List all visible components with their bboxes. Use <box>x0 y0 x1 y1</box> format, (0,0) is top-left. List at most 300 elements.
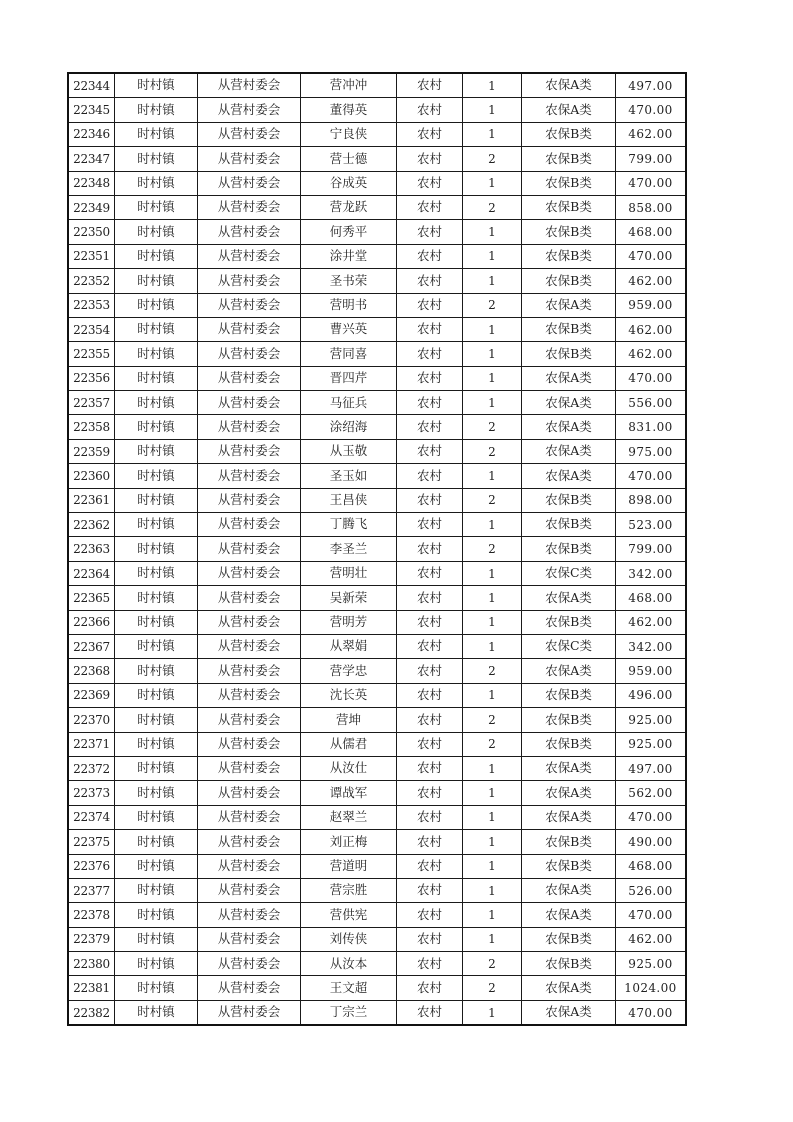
name-cell: 营供宪 <box>301 903 397 927</box>
insurance-category-cell: 农保B类 <box>522 122 616 146</box>
record-id-cell: 22368 <box>68 659 115 683</box>
table-row <box>68 269 686 293</box>
name-cell: 丁宗兰 <box>301 1000 397 1025</box>
name-cell: 从玉敬 <box>301 439 397 463</box>
town-cell: 时村镇 <box>115 195 198 219</box>
household-type-cell: 农村 <box>397 317 463 341</box>
household-type-cell: 农村 <box>397 756 463 780</box>
member-count-cell: 1 <box>463 756 522 780</box>
town-cell: 时村镇 <box>115 73 198 98</box>
village-committee-cell: 从营村委会 <box>198 781 301 805</box>
town-cell: 时村镇 <box>115 342 198 366</box>
amount-cell: 462.00 <box>616 342 687 366</box>
village-committee-cell: 从营村委会 <box>198 293 301 317</box>
town-cell: 时村镇 <box>115 464 198 488</box>
amount-cell: 959.00 <box>616 659 687 683</box>
amount-cell: 898.00 <box>616 488 687 512</box>
amount-cell: 490.00 <box>616 830 687 854</box>
town-cell: 时村镇 <box>115 903 198 927</box>
record-id-cell: 22381 <box>68 976 115 1000</box>
insurance-category-cell: 农保B类 <box>522 708 616 732</box>
table-row <box>68 317 686 341</box>
household-type-cell: 农村 <box>397 805 463 829</box>
amount-cell: 468.00 <box>616 586 687 610</box>
village-committee-cell: 从营村委会 <box>198 976 301 1000</box>
member-count-cell: 1 <box>463 464 522 488</box>
insurance-category-cell: 农保A类 <box>522 391 616 415</box>
name-cell: 曹兴英 <box>301 317 397 341</box>
name-cell: 营明书 <box>301 293 397 317</box>
amount-cell: 497.00 <box>616 756 687 780</box>
village-committee-cell: 从营村委会 <box>198 537 301 561</box>
beneficiary-table-container <box>67 72 687 1026</box>
amount-cell: 462.00 <box>616 317 687 341</box>
insurance-category-cell: 农保B类 <box>522 317 616 341</box>
town-cell: 时村镇 <box>115 732 198 756</box>
insurance-category-cell: 农保B类 <box>522 269 616 293</box>
table-row <box>68 756 686 780</box>
household-type-cell: 农村 <box>397 732 463 756</box>
village-committee-cell: 从营村委会 <box>198 927 301 951</box>
record-id-cell: 22363 <box>68 537 115 561</box>
member-count-cell: 1 <box>463 244 522 268</box>
member-count-cell: 1 <box>463 73 522 98</box>
member-count-cell: 1 <box>463 342 522 366</box>
amount-cell: 342.00 <box>616 561 687 585</box>
name-cell: 营明壮 <box>301 561 397 585</box>
member-count-cell: 1 <box>463 634 522 658</box>
name-cell: 李圣兰 <box>301 537 397 561</box>
record-id-cell: 22359 <box>68 439 115 463</box>
record-id-cell: 22352 <box>68 269 115 293</box>
amount-cell: 925.00 <box>616 732 687 756</box>
amount-cell: 462.00 <box>616 610 687 634</box>
household-type-cell: 农村 <box>397 854 463 878</box>
household-type-cell: 农村 <box>397 708 463 732</box>
table-row <box>68 366 686 390</box>
insurance-category-cell: 农保A类 <box>522 73 616 98</box>
table-row <box>68 634 686 658</box>
table-row <box>68 391 686 415</box>
name-cell: 营士德 <box>301 147 397 171</box>
household-type-cell: 农村 <box>397 830 463 854</box>
insurance-category-cell: 农保B类 <box>522 854 616 878</box>
table-row <box>68 781 686 805</box>
record-id-cell: 22360 <box>68 464 115 488</box>
name-cell: 营同喜 <box>301 342 397 366</box>
table-row <box>68 976 686 1000</box>
insurance-category-cell: 农保A类 <box>522 903 616 927</box>
record-id-cell: 22347 <box>68 147 115 171</box>
insurance-category-cell: 农保B类 <box>522 927 616 951</box>
village-committee-cell: 从营村委会 <box>198 342 301 366</box>
beneficiary-table <box>67 72 687 1026</box>
member-count-cell: 1 <box>463 927 522 951</box>
village-committee-cell: 从营村委会 <box>198 756 301 780</box>
amount-cell: 959.00 <box>616 293 687 317</box>
record-id-cell: 22371 <box>68 732 115 756</box>
household-type-cell: 农村 <box>397 464 463 488</box>
name-cell: 从汝仕 <box>301 756 397 780</box>
table-row <box>68 659 686 683</box>
member-count-cell: 1 <box>463 683 522 707</box>
village-committee-cell: 从营村委会 <box>198 122 301 146</box>
insurance-category-cell: 农保A类 <box>522 878 616 902</box>
village-committee-cell: 从营村委会 <box>198 171 301 195</box>
amount-cell: 468.00 <box>616 220 687 244</box>
town-cell: 时村镇 <box>115 391 198 415</box>
amount-cell: 468.00 <box>616 854 687 878</box>
record-id-cell: 22378 <box>68 903 115 927</box>
table-row <box>68 171 686 195</box>
table-row <box>68 1000 686 1025</box>
member-count-cell: 1 <box>463 610 522 634</box>
member-count-cell: 1 <box>463 878 522 902</box>
table-row <box>68 147 686 171</box>
table-row <box>68 830 686 854</box>
town-cell: 时村镇 <box>115 586 198 610</box>
name-cell: 谭战军 <box>301 781 397 805</box>
village-committee-cell: 从营村委会 <box>198 708 301 732</box>
name-cell: 赵翠兰 <box>301 805 397 829</box>
name-cell: 马征兵 <box>301 391 397 415</box>
amount-cell: 462.00 <box>616 269 687 293</box>
record-id-cell: 22380 <box>68 952 115 976</box>
table-row <box>68 244 686 268</box>
table-row <box>68 439 686 463</box>
village-committee-cell: 从营村委会 <box>198 659 301 683</box>
amount-cell: 462.00 <box>616 122 687 146</box>
insurance-category-cell: 农保C类 <box>522 634 616 658</box>
insurance-category-cell: 农保A类 <box>522 415 616 439</box>
table-row <box>68 561 686 585</box>
household-type-cell: 农村 <box>397 781 463 805</box>
insurance-category-cell: 农保A类 <box>522 439 616 463</box>
amount-cell: 925.00 <box>616 952 687 976</box>
town-cell: 时村镇 <box>115 805 198 829</box>
amount-cell: 462.00 <box>616 927 687 951</box>
town-cell: 时村镇 <box>115 269 198 293</box>
insurance-category-cell: 农保B类 <box>522 195 616 219</box>
town-cell: 时村镇 <box>115 830 198 854</box>
table-row <box>68 73 686 98</box>
table-row <box>68 195 686 219</box>
village-committee-cell: 从营村委会 <box>198 317 301 341</box>
amount-cell: 496.00 <box>616 683 687 707</box>
table-body <box>68 73 686 1025</box>
amount-cell: 562.00 <box>616 781 687 805</box>
table-row <box>68 537 686 561</box>
amount-cell: 470.00 <box>616 464 687 488</box>
member-count-cell: 1 <box>463 903 522 927</box>
name-cell: 王昌侠 <box>301 488 397 512</box>
record-id-cell: 22348 <box>68 171 115 195</box>
table-row <box>68 952 686 976</box>
record-id-cell: 22379 <box>68 927 115 951</box>
record-id-cell: 22377 <box>68 878 115 902</box>
village-committee-cell: 从营村委会 <box>198 244 301 268</box>
amount-cell: 470.00 <box>616 98 687 122</box>
amount-cell: 975.00 <box>616 439 687 463</box>
insurance-category-cell: 农保B类 <box>522 537 616 561</box>
member-count-cell: 1 <box>463 805 522 829</box>
village-committee-cell: 从营村委会 <box>198 610 301 634</box>
amount-cell: 1024.00 <box>616 976 687 1000</box>
town-cell: 时村镇 <box>115 439 198 463</box>
table-row <box>68 513 686 537</box>
town-cell: 时村镇 <box>115 952 198 976</box>
insurance-category-cell: 农保B类 <box>522 244 616 268</box>
record-id-cell: 22382 <box>68 1000 115 1025</box>
member-count-cell: 2 <box>463 537 522 561</box>
record-id-cell: 22354 <box>68 317 115 341</box>
record-id-cell: 22366 <box>68 610 115 634</box>
amount-cell: 342.00 <box>616 634 687 658</box>
record-id-cell: 22355 <box>68 342 115 366</box>
member-count-cell: 1 <box>463 220 522 244</box>
table-row <box>68 220 686 244</box>
household-type-cell: 农村 <box>397 147 463 171</box>
member-count-cell: 2 <box>463 147 522 171</box>
table-row <box>68 415 686 439</box>
table-row <box>68 854 686 878</box>
town-cell: 时村镇 <box>115 488 198 512</box>
town-cell: 时村镇 <box>115 293 198 317</box>
village-committee-cell: 从营村委会 <box>198 732 301 756</box>
insurance-category-cell: 农保B类 <box>522 147 616 171</box>
name-cell: 刘正梅 <box>301 830 397 854</box>
table-row <box>68 122 686 146</box>
town-cell: 时村镇 <box>115 147 198 171</box>
name-cell: 营龙跃 <box>301 195 397 219</box>
member-count-cell: 2 <box>463 415 522 439</box>
name-cell: 吴新荣 <box>301 586 397 610</box>
member-count-cell: 2 <box>463 488 522 512</box>
household-type-cell: 农村 <box>397 586 463 610</box>
insurance-category-cell: 农保A类 <box>522 464 616 488</box>
amount-cell: 470.00 <box>616 903 687 927</box>
village-committee-cell: 从营村委会 <box>198 439 301 463</box>
record-id-cell: 22369 <box>68 683 115 707</box>
name-cell: 营明芳 <box>301 610 397 634</box>
household-type-cell: 农村 <box>397 952 463 976</box>
member-count-cell: 1 <box>463 1000 522 1025</box>
amount-cell: 470.00 <box>616 244 687 268</box>
record-id-cell: 22357 <box>68 391 115 415</box>
member-count-cell: 1 <box>463 854 522 878</box>
record-id-cell: 22373 <box>68 781 115 805</box>
village-committee-cell: 从营村委会 <box>198 488 301 512</box>
village-committee-cell: 从营村委会 <box>198 73 301 98</box>
village-committee-cell: 从营村委会 <box>198 878 301 902</box>
record-id-cell: 22374 <box>68 805 115 829</box>
amount-cell: 470.00 <box>616 805 687 829</box>
insurance-category-cell: 农保A类 <box>522 586 616 610</box>
name-cell: 何秀平 <box>301 220 397 244</box>
name-cell: 董得英 <box>301 98 397 122</box>
amount-cell: 925.00 <box>616 708 687 732</box>
town-cell: 时村镇 <box>115 1000 198 1025</box>
village-committee-cell: 从营村委会 <box>198 464 301 488</box>
household-type-cell: 农村 <box>397 171 463 195</box>
member-count-cell: 2 <box>463 708 522 732</box>
household-type-cell: 农村 <box>397 244 463 268</box>
town-cell: 时村镇 <box>115 220 198 244</box>
record-id-cell: 22356 <box>68 366 115 390</box>
insurance-category-cell: 农保B类 <box>522 171 616 195</box>
insurance-category-cell: 农保A类 <box>522 781 616 805</box>
record-id-cell: 22350 <box>68 220 115 244</box>
household-type-cell: 农村 <box>397 488 463 512</box>
record-id-cell: 22344 <box>68 73 115 98</box>
table-row <box>68 683 686 707</box>
member-count-cell: 2 <box>463 952 522 976</box>
town-cell: 时村镇 <box>115 537 198 561</box>
town-cell: 时村镇 <box>115 317 198 341</box>
table-row <box>68 927 686 951</box>
amount-cell: 556.00 <box>616 391 687 415</box>
name-cell: 营学忠 <box>301 659 397 683</box>
town-cell: 时村镇 <box>115 878 198 902</box>
insurance-category-cell: 农保A类 <box>522 1000 616 1025</box>
household-type-cell: 农村 <box>397 878 463 902</box>
insurance-category-cell: 农保B类 <box>522 952 616 976</box>
record-id-cell: 22367 <box>68 634 115 658</box>
town-cell: 时村镇 <box>115 366 198 390</box>
village-committee-cell: 从营村委会 <box>198 586 301 610</box>
member-count-cell: 2 <box>463 195 522 219</box>
household-type-cell: 农村 <box>397 976 463 1000</box>
name-cell: 圣玉如 <box>301 464 397 488</box>
member-count-cell: 1 <box>463 586 522 610</box>
village-committee-cell: 从营村委会 <box>198 269 301 293</box>
household-type-cell: 农村 <box>397 561 463 585</box>
village-committee-cell: 从营村委会 <box>198 854 301 878</box>
name-cell: 涂绍海 <box>301 415 397 439</box>
table-row <box>68 610 686 634</box>
amount-cell: 470.00 <box>616 1000 687 1025</box>
town-cell: 时村镇 <box>115 634 198 658</box>
member-count-cell: 2 <box>463 293 522 317</box>
name-cell: 沈长英 <box>301 683 397 707</box>
insurance-category-cell: 农保B类 <box>522 488 616 512</box>
village-committee-cell: 从营村委会 <box>198 366 301 390</box>
village-committee-cell: 从营村委会 <box>198 903 301 927</box>
household-type-cell: 农村 <box>397 220 463 244</box>
record-id-cell: 22375 <box>68 830 115 854</box>
name-cell: 宁良侠 <box>301 122 397 146</box>
amount-cell: 858.00 <box>616 195 687 219</box>
town-cell: 时村镇 <box>115 781 198 805</box>
household-type-cell: 农村 <box>397 610 463 634</box>
household-type-cell: 农村 <box>397 98 463 122</box>
table-row <box>68 805 686 829</box>
member-count-cell: 1 <box>463 366 522 390</box>
member-count-cell: 1 <box>463 98 522 122</box>
village-committee-cell: 从营村委会 <box>198 1000 301 1025</box>
member-count-cell: 1 <box>463 122 522 146</box>
insurance-category-cell: 农保B类 <box>522 610 616 634</box>
name-cell: 从翠娟 <box>301 634 397 658</box>
household-type-cell: 农村 <box>397 342 463 366</box>
insurance-category-cell: 农保A类 <box>522 366 616 390</box>
household-type-cell: 农村 <box>397 293 463 317</box>
amount-cell: 470.00 <box>616 171 687 195</box>
household-type-cell: 农村 <box>397 366 463 390</box>
town-cell: 时村镇 <box>115 171 198 195</box>
record-id-cell: 22358 <box>68 415 115 439</box>
insurance-category-cell: 农保B类 <box>522 220 616 244</box>
table-row <box>68 903 686 927</box>
household-type-cell: 农村 <box>397 903 463 927</box>
insurance-category-cell: 农保A类 <box>522 98 616 122</box>
village-committee-cell: 从营村委会 <box>198 195 301 219</box>
record-id-cell: 22361 <box>68 488 115 512</box>
village-committee-cell: 从营村委会 <box>198 147 301 171</box>
village-committee-cell: 从营村委会 <box>198 683 301 707</box>
town-cell: 时村镇 <box>115 610 198 634</box>
insurance-category-cell: 农保A类 <box>522 659 616 683</box>
household-type-cell: 农村 <box>397 439 463 463</box>
table-row <box>68 98 686 122</box>
village-committee-cell: 从营村委会 <box>198 805 301 829</box>
insurance-category-cell: 农保B类 <box>522 683 616 707</box>
household-type-cell: 农村 <box>397 391 463 415</box>
record-id-cell: 22365 <box>68 586 115 610</box>
member-count-cell: 1 <box>463 171 522 195</box>
town-cell: 时村镇 <box>115 659 198 683</box>
table-row <box>68 586 686 610</box>
name-cell: 从汝本 <box>301 952 397 976</box>
town-cell: 时村镇 <box>115 927 198 951</box>
name-cell: 从儒君 <box>301 732 397 756</box>
table-row <box>68 293 686 317</box>
name-cell: 晋四芹 <box>301 366 397 390</box>
insurance-category-cell: 农保A类 <box>522 976 616 1000</box>
household-type-cell: 农村 <box>397 537 463 561</box>
town-cell: 时村镇 <box>115 854 198 878</box>
village-committee-cell: 从营村委会 <box>198 513 301 537</box>
name-cell: 刘传侠 <box>301 927 397 951</box>
amount-cell: 497.00 <box>616 73 687 98</box>
amount-cell: 799.00 <box>616 537 687 561</box>
amount-cell: 799.00 <box>616 147 687 171</box>
record-id-cell: 22376 <box>68 854 115 878</box>
record-id-cell: 22370 <box>68 708 115 732</box>
name-cell: 圣书荣 <box>301 269 397 293</box>
village-committee-cell: 从营村委会 <box>198 830 301 854</box>
table-row <box>68 878 686 902</box>
member-count-cell: 1 <box>463 781 522 805</box>
name-cell: 营道明 <box>301 854 397 878</box>
household-type-cell: 农村 <box>397 927 463 951</box>
record-id-cell: 22345 <box>68 98 115 122</box>
member-count-cell: 1 <box>463 830 522 854</box>
village-committee-cell: 从营村委会 <box>198 98 301 122</box>
town-cell: 时村镇 <box>115 415 198 439</box>
town-cell: 时村镇 <box>115 683 198 707</box>
record-id-cell: 22351 <box>68 244 115 268</box>
table-row <box>68 342 686 366</box>
town-cell: 时村镇 <box>115 976 198 1000</box>
table-row <box>68 732 686 756</box>
household-type-cell: 农村 <box>397 683 463 707</box>
insurance-category-cell: 农保B类 <box>522 732 616 756</box>
member-count-cell: 1 <box>463 317 522 341</box>
record-id-cell: 22349 <box>68 195 115 219</box>
village-committee-cell: 从营村委会 <box>198 952 301 976</box>
insurance-category-cell: 农保B类 <box>522 342 616 366</box>
